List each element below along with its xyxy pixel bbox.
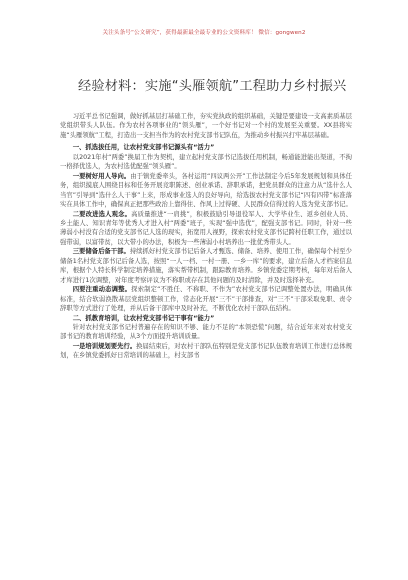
body-paragraph: 针对农村党支部书记村普遍存在的知识不够、能力不足的“本领恐慌”问题，结合近年来对农村党支部书记的教育培训经验，从3个方面提升培训质量。 [60, 323, 352, 341]
paragraph-lead: 一要树好用人导向。 [72, 172, 131, 180]
body-paragraph [60, 172, 352, 210]
paragraph-lead: 一是培训规划要先行。 [72, 342, 137, 350]
body-paragraph [60, 342, 352, 361]
paragraph-text: 持续抓好村党支部书记后备人才甄选、储备、培养、使用工作，确保每个村至少储备1名村党支部书记后备人选，按照“一人一档、一村一册、一乡一库”的要求，建立后备人才档案信息库，根据个人特长科学制定培养措施，落实帮带机制，跟踪教育培养。乡镇党委定期考核，每年对后备人才库进行1次调整，对年度考察评议为不称职或存在其他问题的及时清除，并及时选择补充。 [60, 248, 352, 284]
paragraph-text: 探索制定“不胜任、不称职、不作为”农村党支部书记调整处置办法，明确具体标准，结合软弱涣散基层党组织整顿工作，常态化开展“三不”干部排查，对“三不”干部采取免职、责令辞职等方式进行了处理，并从后备干部库中及时补充，不断优化农村干部队伍结构。 [60, 286, 352, 313]
paragraph-text: 高质量推进“一肩挑”，积极鼓励引导退役军人、大学毕业生、返乡创业人员、乡土能人、知识青年等优秀人才进入村“两委”班子，实现“强中选优”，配强支部书记。同时，针对一些薄弱小村没有合适的党支部书记人选的现实，拓宽用人视野，探索农村党支部书记跨村任职工作，通过以强带弱，以富带贫，以大带小的办法，积极为一些薄弱小村培养出一批优秀带头人。 [60, 210, 352, 246]
document-title: 经验材料：实施“头雁领航”工程助力乡村振兴 [78, 78, 347, 94]
section-heading: 一、抓选拔任用，让农村党支部书记源头有“活力” [72, 144, 215, 152]
header-notice: 关注头条号“公文研究”，获得最新最全最专业的公文资料库！ 微信：gongwen2 [102, 30, 306, 36]
section-heading: 二、抓教育培训，让农村党支部书记干事有“能力” [72, 314, 215, 322]
paragraph-lead: 二要改进选人观念。 [72, 210, 132, 218]
intro-paragraph: 习近平总书记强调，做好抓基层打基础工作，夯实党执政的组织基础，关键是要建设一支高素质基层党组织带头人队伍。作为农村各项事业的“领头雁”，一个好书记对一个村的发展至关重要。XX县将实施“头雁领航”工程，打造出一支担当作为的农村党支部书记队伍，为推动乡村振兴打牢基层基础。 [60, 113, 352, 139]
paragraph-text: 换届结束后，对农村干部队伍特别是党支部书记队伍教育培训工作进行总体规划，在乡镇党委抓好日常培训的基础上，村支部书 [60, 342, 352, 360]
document-body [60, 112, 352, 361]
body-paragraph [60, 247, 352, 285]
body-paragraph: 以2021年村“两委”换届工作为契机，建立起村党支部书记选拔任用机制，畅通能进能出渠道，不拘一格择优选人，为农村选优配强“领头雁”。 [60, 153, 352, 171]
paragraph-text: 由于镇党委牵头，各村运用“四议两公开”工作法制定今后5年发展规划和具体任务，组织摸底人围绕目标和任务开展竞职陈述、创业承诺、辞职承诺，把党员群众的注意力从“选什么人当官”引导到“选什么人干事”上来，形成事业选人的良好导向，给选拔农村党支部书记“四有四带”标准落实在具体工作中，确保真正把那些政治上靠得住、作风上过得硬、人民群众信得过的人选为党支部书记。 [60, 172, 352, 209]
paragraph-lead: 三要储备后备干部。 [72, 248, 130, 256]
paragraph-lead: 四要注重动态调整。 [72, 286, 132, 294]
body-paragraph [60, 210, 352, 248]
body-paragraph [60, 285, 352, 313]
